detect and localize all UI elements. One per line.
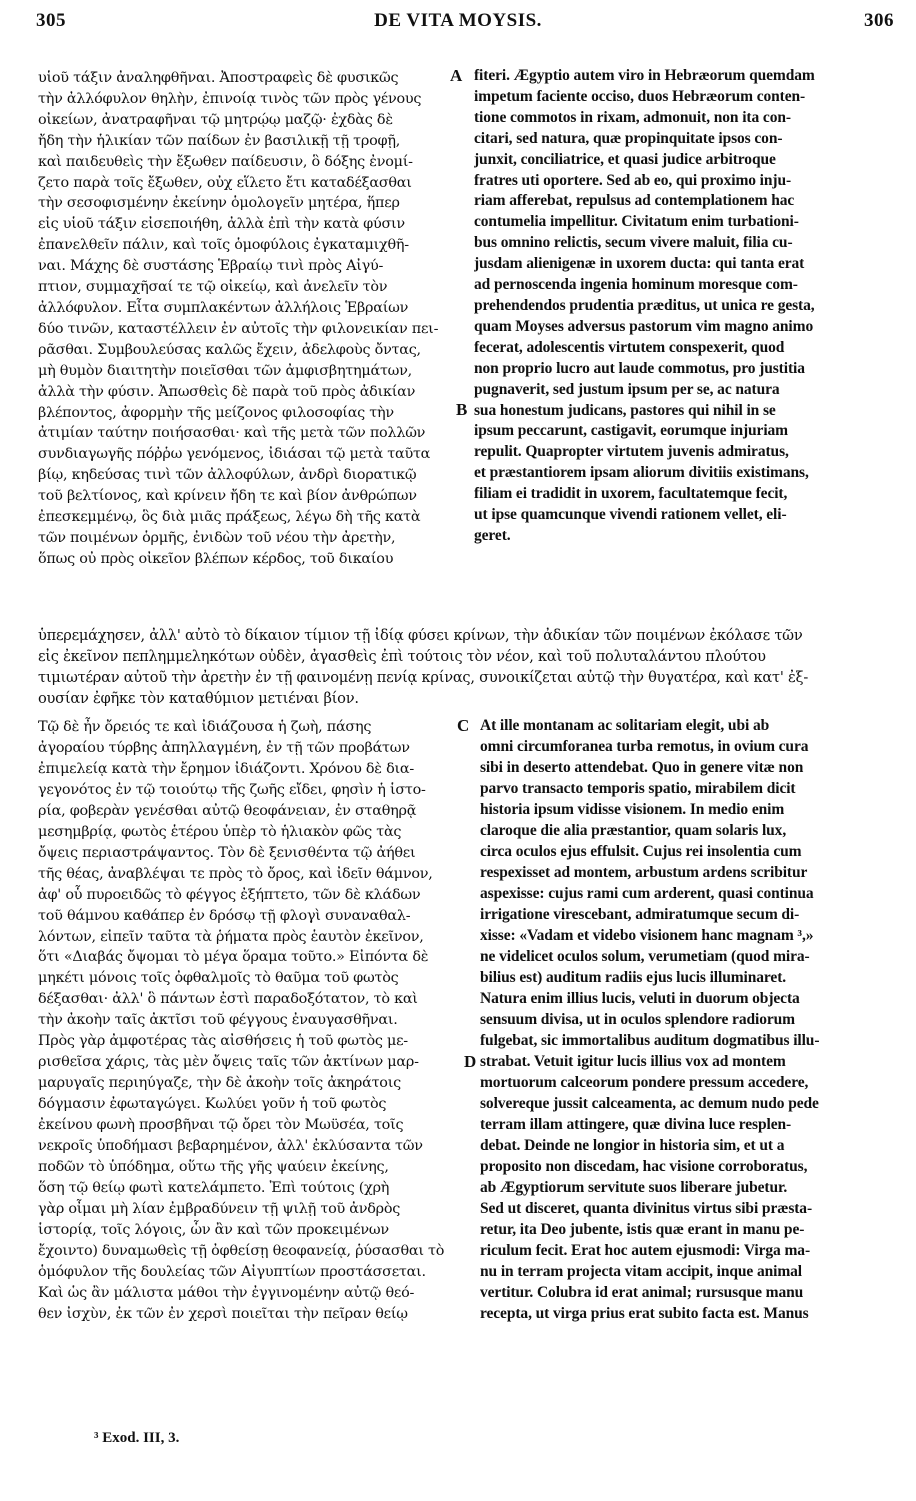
text-line: At ille montanam ac solitariam elegit, ubi ab [480,717,770,734]
text-line: υἱοῦ τάξιν ἀναληφθῆναι. Ἀποστραφεὶς δὲ φυσικῶς [38,70,399,86]
text-line: sua honestum judicans, pastores qui nihil in se [474,401,776,419]
text-line: Πρὸς γὰρ ἀμφοτέρας τὰς αἰσθήσεις ἡ τοῦ φωτὸς με- [38,1033,408,1050]
text-line: τοῦ θάμνου καθάπερ ἐν δρόσῳ τῇ φλογὶ συναναθαλ- [38,907,411,924]
text-line: impetum faciente occiso, duos Hebræorum conten- [474,87,806,105]
text-line: ρία, φοβερὰν γενέσθαι αὐτῷ θεοφάνειαν, ἐν σταθηρᾷ [38,802,417,819]
text-line: non proprio lucro aut laude commotus, pro justitia [474,359,805,377]
text-line: καὶ παιδευθεὶς τὴν ἔξωθεν παίδευσιν, ὃ δόξης ἐνομί- [38,153,413,170]
page-number-right: 306 [864,10,894,31]
text-line: Τῷ δὲ ἦν ὄρειός τε καὶ ἰδιάζουσα ἡ ζωὴ, πάσης [38,719,372,735]
text-line: ὄψεις περιαστράψαντος. Τὸν δὲ ξενισθέντα τῷ ἀήθει [38,844,416,861]
text-line: πτιον, συμμαχῆσαί τε τῷ οἰκείῳ, καὶ ἀνελεῖν τὸν [38,279,388,296]
text-line: τὴν ἀκοὴν ταῖς ἀκτῖσι τοῦ φέγγους ἐναυγασθῆναι. [38,1012,398,1029]
greek-column-upper [38,68,462,570]
section-marker-d: D [464,1052,477,1071]
text-line: ἀφ' οὗ πυροειδῶς τὸ φέγγος ἐξήπτετο, τῶν δὲ κλάδων [38,886,421,903]
text-line: ρισθεῖσα χάρις, τὰς μὲν ὄψεις ταῖς τῶν ἀκτίνων μαρ- [38,1054,419,1071]
text-line: ἐκείνου φωνὴ προσβῆναι τῷ ὄρει τὸν Μωϋσέα, τοῖς [38,1117,404,1134]
text-line: quam Moyses adversus pastorum vim magno animo [474,317,814,335]
text-line: βίῳ, κηδεύσας τινὶ τῶν ἀλλοφύλων, ἀνδρὶ διορατικῷ [38,467,417,484]
text-line: debat. Deinde ne longior in historia sim, et ut a [480,1137,785,1154]
text-line: τῆς θέας, ἀναβλέψαι τε πρὸς τὸ ὄρος, καὶ ἰδεῖν θάμνον, [38,865,433,882]
text-line: Καὶ ὡς ἂν μάλιστα μάθοι τὴν ἐγγινομένην αὐτῷ θεό- [38,1284,415,1301]
latin-column-lower [480,715,896,1324]
text-line: contumelia impellitur. Civitatum enim turbationi- [474,213,799,231]
text-line: filiam ei tradidit in uxorem, facultatemque fecit, [474,485,788,503]
text-line: ρᾶσθαι. Συμβουλεύσας καλῶς ἔχειν, ἀδελφοὺς ὄντας, [38,341,421,358]
text-line: ne videlicet oculos solum, verumetiam (quod mira- [480,948,810,965]
text-line: ab Ægyptiorum servitute suos liberare jubetur. [480,1179,788,1196]
text-line: συνδιαγωγῆς πόῤῥω γενόμενος, ἰδιάσαι τῷ μετὰ ταῦτα [38,446,431,463]
text-line: ὁμόφυλον τῆς δουλείας τῶν Αἰγυπτίων προστάσσεται. [38,1263,426,1280]
text-line: nu in terram projecta vitam accipit, inque animal [480,1263,803,1280]
text-line: Sed ut disceret, quanta divinitus virtus sibi præsta- [480,1200,813,1217]
text-line: τῶν ποιμένων ὁρμῆς, ἐνιδὼν τοῦ νέου τὴν ἀρετὴν, [38,529,396,546]
text-line: ὅση τῷ θείῳ φωτὶ κατελάμπετο. Ἐπὶ τούτοις (χρὴ [38,1179,390,1196]
section-marker-b: B [456,400,468,419]
text-line: solvereque jussit calceamenta, ac demum nudo pede [480,1095,819,1112]
text-line: bilius est) auditum radiis ejus lucis illuminaret. [480,969,787,986]
text-line: ουσίαν ἐφῆκε τὸν καταθύμιον μετιέναι βίον. [38,690,359,707]
text-line: aspexisse: cujus rami cum arderent, quasi continua [480,885,814,902]
text-line: μὴ θυμὸν διαιτητὴν ποιεῖσθαι τῶν ἀμφισβητημάτων, [38,362,412,379]
text-line: respexisset ad montem, arbustum ardens scribitur [480,864,808,881]
text-line: ἱστορίᾳ, τοῖς λόγοις, ὧν ἂν καὶ τῶν προκειμένων [38,1221,389,1238]
text-line: εἰς υἱοῦ τάξιν εἰσεποιήθη, ἀλλὰ ἐπὶ τὴν κατὰ φύσιν [38,216,405,233]
text-line: claroque die alia præstantior, quam solaris lux, [480,822,787,839]
text-line: λόντων, εἰπεῖν ταῦτα τὰ ῥήματα πρὸς ἑαυτὸν ἐκεῖνον, [38,928,424,945]
text-line: ἐπεσκεμμένῳ, ὃς διὰ μιᾶς πράξεως, λέγω δὴ τῆς κατὰ [38,509,421,526]
text-line: εἰς ἐκεῖνον πεπλημμεληκότων οὐδὲν, ἀγασθεὶς ἐπὶ τούτοις τὸν νέον, καὶ τοῦ πολυταλάντου πλούτου [38,648,766,665]
text-line: ὑπερεμάχησεν, ἀλλ' αὐτὸ τὸ δίκαιον τίμιον τῇ ἰδίᾳ φύσει κρίνων, τὴν ἀδικίαν τῶν ποιμένων ἐκόλασε τῶν [38,627,803,644]
text-line: ναι. Μάχης δὲ συστάσης Ἑβραίῳ τινὶ πρὸς Αἰγύ- [38,258,384,275]
text-line: ἀλλὰ τὴν φύσιν. Ἀπωσθεὶς δὲ παρὰ τοῦ πρὸς ἀδικίαν [38,383,416,400]
text-line: ζετο παρὰ τοῖς ἔξωθεν, οὐχ εἵλετο ἔτι καταδέξασθαι [38,174,412,191]
text-line: ἐπιμελείᾳ κατὰ τὴν ἔρημον ἰδιάζοντι. Χρόνου δὲ δια- [38,760,414,777]
text-line: xisse: «Vadam et videbo visionem hanc magnam ³,» [480,927,814,944]
text-line: ut ipse quamcunque vivendi rationem vellet, eli- [474,506,787,524]
text-line: μαρυγαῖς περιηύγαζε, τὴν δὲ ἀκοὴν τοῖς ἀκηράτοις [38,1075,401,1092]
text-line: prehendendos prudentia præditus, ut unica re gesta, [474,296,815,314]
text-line: ποδῶν τὸ ὑπόδημα, οὕτω τῆς γῆς ψαύειν ἐκείνης, [38,1159,389,1176]
text-line: sibi in deserto attendebat. Quo in genere vitæ non [480,759,804,776]
text-line: parvo transacto temporis spatio, mirabilem dicit [480,780,796,797]
text-line: Natura enim illius lucis, veluti in duorum objecta [480,990,800,1007]
text-line: ad pernoscenda ingenia hominum moresque com- [474,276,798,294]
text-line: τιμιωτέραν αὐτοῦ τὴν ἀρετὴν ἐν τῇ φαινομένῃ πενίᾳ κρίνας, συνοικίζεται αὐτῷ τὴν θυγατέρα, καὶ κατ' ἐξ- [38,669,809,686]
text-line: ὅτι «Διαβάς ὄψομαι τὸ μέγα ὅραμα τοῦτο.» Εἰπόντα δὲ [38,949,429,966]
text-line: ἀγοραίου τύρβης ἀπηλλαγμένη, ἐν τῇ τῶν προβάτων [38,739,410,756]
text-line: ἔχοιντο) δυναμωθεὶς τῇ ὀφθείσῃ θεοφανείᾳ, ῥύσασθαι τὸ [38,1242,445,1259]
text-line: μεσημβρίᾳ, φωτὸς ἑτέρου ὑπὲρ τὸ ἡλιακὸν φῶς τὰς [38,823,402,840]
text-line: omni circumforanea turba remotus, in ovium cura [480,738,809,755]
text-line: tione commotos in rixam, admonuit, non ita con- [474,108,791,126]
text-line: βλέποντος, ἀφορμὴν τῆς μείζονος φιλοσοφίας τὴν [38,404,394,421]
text-line: θεν ἰσχὺν, ἐκ τῶν ἐν χερσὶ ποιεῖται τὴν πεῖραν θείῳ [38,1305,408,1322]
text-line: fecerat, adolescentis virtutem conspexerit, quod [474,338,785,356]
text-line: δύο τινῶν, καταστέλλειν ἐν αὐτοῖς τὴν φιλονεικίαν πει- [38,320,439,337]
text-line: δόγμασιν ἐφωταγώγει. Κωλύει γοῦν ἡ τοῦ φωτὸς [38,1096,387,1113]
text-line: ὅπως οὐ πρὸς οἰκεῖον βλέπων κέρδος, τοῦ δικαίου [38,550,394,567]
text-line: ἐπανελθεῖν πάλιν, καὶ τοῖς ὁμοφύλοις ἐγκαταμιχθῆ- [38,237,409,254]
text-line: proposito non discedam, hac visione corroboratus, [480,1158,808,1175]
greek-column-lower [38,717,462,1325]
text-line: τὴν ἀλλόφυλον θηλὴν, ἐπινοίᾳ τινὸς τῶν πρὸς γένους [38,90,422,107]
text-line: recepta, ut virga prius erat subito facta est. Manus [480,1305,809,1322]
text-line: riculum fecit. Erat hoc autem ejusmodi: Virga ma- [480,1242,811,1259]
page-header [0,10,916,42]
text-line: geret. [474,526,511,544]
text-line: bus omnino relictis, secum vivere maluit, filia cu- [474,234,793,252]
text-line: τὴν σεσοφισμένην ἐκείνην ὁμολογεῖν μητέρα, ἥπερ [38,195,400,212]
text-line: retur, ita Deo jubente, istis quæ erant in manu pe- [480,1221,805,1238]
text-line: δέξασθαι· ἀλλ' ὃ πάντων ἐστὶ παραδοξότατον, τὸ καὶ [38,991,418,1008]
text-line: οἰκείων, ἀνατραφῆναι τῷ μητρῴῳ μαζῷ· ἐχδὰς δὲ [38,111,393,128]
running-title: DE VITA MOYSIS. [374,10,542,31]
text-line: et præstantiorem ipsam aliorum divitiis existimans, [474,464,809,482]
text-line: ἀτιμίαν ταύτην ποιήσασθαι· καὶ τῆς μετὰ τῶν πολλῶν [38,425,426,442]
text-line: fulgebat, sic immortalibus auditum dogmatibus illu- [480,1032,820,1049]
text-line: jusdam alienigenæ in uxorem ducta: qui tanta erat [474,255,805,273]
text-line: citari, sed natura, quæ propinquitate ipsos con- [474,129,783,147]
greek-full-width-passage [38,625,880,709]
section-marker-a: A [450,66,463,85]
text-line: νεκροῖς ὑποδήμασι βεβαρημένον, ἀλλ' ἐκλύσαντα τῶν [38,1138,423,1155]
text-line: fratres uti oportere. Sed ab eo, qui proximo inju- [474,171,792,189]
text-line: τοῦ βελτίονος, καὶ κρίνειν ἤδη τε καὶ βίον ἀνθρώπων [38,488,417,505]
text-line: strabat. Vetuit igitur lucis illius vox ad montem [480,1053,786,1070]
text-line: riam afferebat, repulsus ad contemplationem hac [474,192,795,210]
text-line: terram illam attingere, quæ divina luce resplen- [480,1116,792,1133]
text-line: ἤδη τὴν ἡλικίαν τῶν παίδων ἐν βασιλικῇ τῇ τροφῇ, [38,132,401,149]
text-line: historia ipsum vidisse visionem. In medio enim [480,801,785,818]
text-line: circa oculos ejus effulsit. Cujus rei insolentia cum [480,843,802,860]
text-line: mortuorum calceorum pondere pressum accedere, [480,1074,809,1091]
text-line: sensuum divisa, ut in oculos splendore radiorum [480,1011,795,1028]
text-line: repulit. Quapropter virtutem juvenis admiratus, [474,443,789,461]
section-marker-c: C [457,716,470,735]
page-number-left: 305 [36,10,66,31]
text-line: μηκέτι μόνοις τοῖς ὀφθαλμοῖς τὸ θαῦμα τοῦ φωτὸς [38,970,399,987]
text-line: γὰρ οἶμαι μὴ λίαν ἐμβραδύνειν τῇ ψιλῇ τοῦ ἀνδρὸς [38,1200,401,1217]
latin-column-upper [474,66,894,547]
text-line: ipsum peccarunt, castigavit, eorumque injuriam [474,422,788,440]
text-line: pugnaverit, sed justum ipsum per se, ac natura [474,380,780,398]
text-line: junxit, conciliatrice, et quasi judice arbitroque [474,150,776,168]
text-line: fiteri. Ægyptio autem viro in Hebræorum quemdam [474,67,815,84]
text-line: irrigatione virescebant, admiratumque secum di- [480,906,800,923]
footnote: ³ Exod. III, 3. [94,1430,180,1446]
text-line: vertitur. Colubra id erat animal; rursusque manu [480,1284,804,1301]
text-line: γεγονότος ἐν τῷ τοιούτῳ τῆς ζωῆς εἴδει, φησὶν ἡ ἱστο- [38,781,426,798]
text-line: ἀλλόφυλον. Εἶτα συμπλακέντων ἀλλήλοις Ἑβραίων [38,299,409,316]
